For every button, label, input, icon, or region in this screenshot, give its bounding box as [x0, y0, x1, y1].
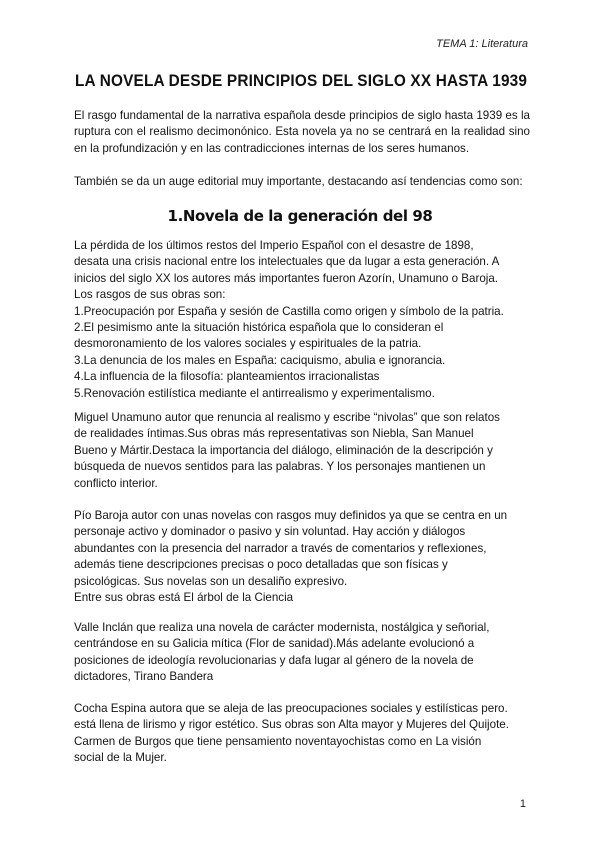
list-item: 2.El pesimismo ante la situación histórica española que lo consideran el	[74, 321, 444, 335]
text-line: Entre sus obras está El árbol de la Ciencia	[74, 591, 294, 605]
intro-paragraph-1: El rasgo fundamental de la narrativa española desde principios de siglo hasta 1939 es la ruptura con el realismo decimonónico. Esta novela ya no se centrará en la realidad sino en la profundización y en las contradicciones internas de los seres humanos.	[74, 109, 530, 155]
document-title: LA NOVELA DESDE PRINCIPIOS DEL SIGLO XX HASTA 1939	[75, 72, 528, 90]
text-line: posiciones de ideología revolucionarias y dafa lugar al género de la novela de	[74, 653, 474, 667]
text-line: inicios del siglo XX los autores más importantes fueron Azorín, Unamuno o Baroja.	[74, 271, 499, 285]
text-line: búsqueda de nuevos sentidos para las palabras. Y los personajes mantienen un	[74, 460, 486, 474]
text-line: dictadores, Tirano Bandera	[74, 670, 214, 684]
text-line: Bueno y Mártir.Destaca la importancia del diálogo, eliminación de la descripción y	[74, 443, 493, 457]
text-line: Los rasgos de sus obras son:	[74, 288, 226, 302]
text-line: Cocha Espina autora que se aleja de las preocupaciones sociales y estilísticas pero.	[74, 702, 508, 715]
text-line: Carmen de Burgos que tiene pensamiento noventayochistas como en La visión	[74, 734, 482, 748]
text-line: de realidades íntimas.Sus obras más representativas son Niebla, San Manuel	[74, 427, 474, 441]
text-line: Valle Inclán que realiza una novela de carácter modernista, nostálgica y señorial,	[74, 621, 490, 634]
text-line: psicológicas. Sus novelas son un desaliño expresivo.	[74, 574, 348, 588]
list-item: desmoronamiento de los valores sociales y espirituales de la patria.	[74, 337, 422, 351]
running-header: TEMA 1: Literatura	[436, 38, 528, 50]
text-line: desata una crisis nacional entre los intelectuales que da lugar a esta generación. A	[74, 255, 500, 269]
section-heading-generation-98: 1.Novela de la generación del 98	[167, 207, 433, 225]
text-line: Pío Baroja autor con unas novelas con rasgos muy definidos ya que se centra en un	[74, 509, 508, 522]
text-line: conflicto interior.	[74, 476, 158, 490]
espina-burgos-paragraph	[74, 701, 530, 767]
page-number: 1	[519, 798, 526, 810]
text-line: abundantes con la presencia del narrador a través de comentarios y reflexiones,	[74, 541, 487, 555]
text-line: Miguel Unamuno autor que renuncia al realismo y escribe “nivolas” que son relatos	[74, 411, 500, 424]
list-item: 5.Renovación estilística mediante el antirrealismo y experimentalismo.	[74, 386, 435, 400]
text-line: La pérdida de los últimos restos del Imperio Español con el desastre de 1898,	[74, 239, 474, 252]
text-line: está llena de lirismo y rigor estético. Sus obras son Alta mayor y Mujeres del Quijote.	[74, 718, 509, 732]
list-item: 1.Preocupación por España y sesión de Castilla como origen y símbolo de la patria.	[74, 304, 504, 318]
text-line: además tiene descripciones precisas o poco detalladas que son físicas y	[74, 558, 448, 572]
list-item: 3.La denuncia de los males en España: caciquismo, abulia e ignorancia.	[74, 353, 446, 367]
text-line: centrándose en su Galicia mítica (Flor de sanidad).Más adelante evolucionó a	[74, 637, 475, 651]
valle-inclan-paragraph	[74, 620, 530, 686]
baroja-paragraph	[74, 508, 530, 606]
text-line: personaje activo y dominador o pasivo y sin voluntad. Hay acción y diálogos	[74, 525, 466, 539]
list-item: 4.La influencia de la filosofía: planteamientos irracionalistas	[74, 370, 380, 384]
unamuno-paragraph	[74, 410, 530, 492]
text-line: social de la Mujer.	[74, 751, 167, 765]
section1-body	[74, 238, 530, 402]
intro-paragraph-2: También se da un auge editorial muy importante, destacando así tendencias como son:	[74, 175, 523, 188]
